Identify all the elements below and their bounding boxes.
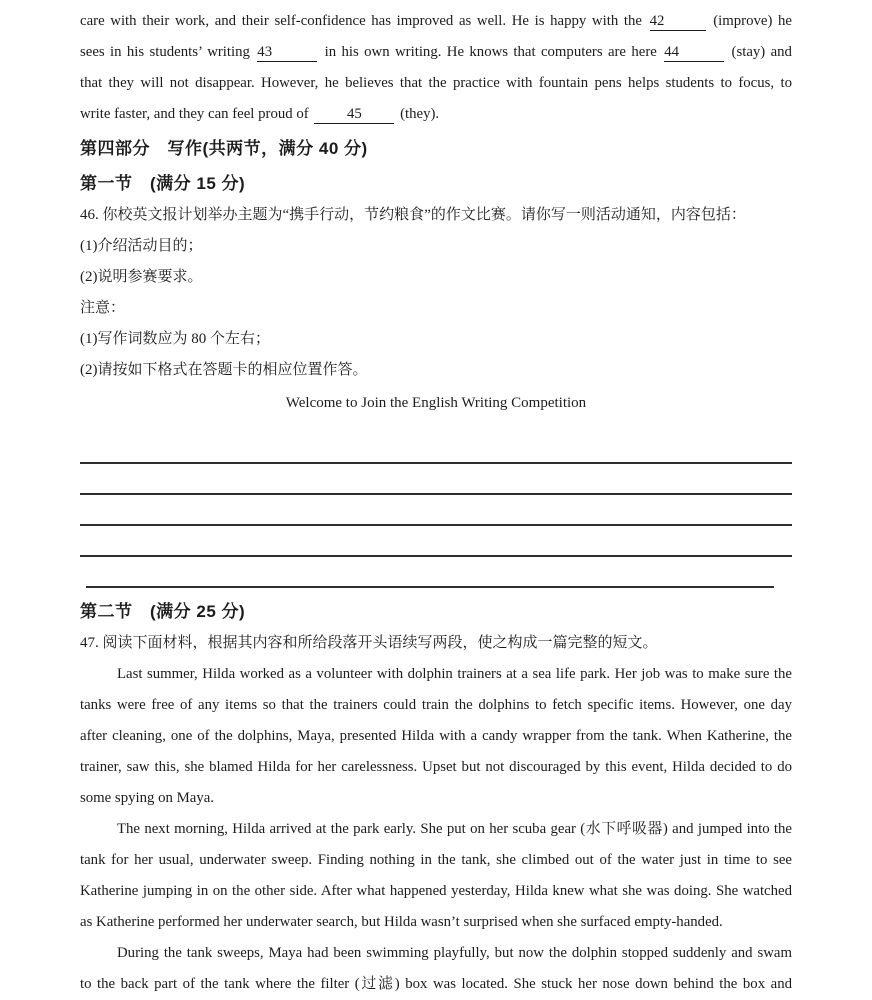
q46-note-label: 注意： — [80, 300, 126, 316]
story-line: some spying on Maya. — [80, 790, 214, 806]
cloze-text: sees in his students’ writing — [80, 44, 250, 60]
question-47: 47. 阅读下面材料，根据其内容和所给段落开头语续写两段，使之构成一篇完整的短文。 — [80, 635, 658, 651]
cloze-blank-44: 44 — [664, 44, 724, 62]
cloze-line — [80, 37, 792, 68]
part4-heading: 第四部分 写作(共两节，满分 40 分) — [80, 139, 368, 158]
story-line: as Katherine performed her underwater search, but Hilda wasn’t surprised when she surfaced empty-handed. — [80, 914, 723, 930]
writing-line-5 — [86, 557, 774, 588]
writing-line-4 — [80, 526, 792, 557]
cloze-blank-42: 42 — [650, 13, 706, 31]
cloze-text: write faster, and they can feel proud of — [80, 106, 309, 122]
cloze-text: (improve) he — [713, 13, 792, 29]
story-line: trainer, saw this, she blamed Hilda for her carelessness. Upset but not discouraged by this event, Hilda decided to do — [80, 759, 792, 775]
writing-line-3 — [80, 495, 792, 526]
story-line: Katherine jumping in on the other side. After what happened yesterday, Hilda knew what she was doing. She watched — [80, 883, 792, 899]
story-line: Last summer, Hilda worked as a volunteer with dolphin trainers at a sea life park. Her job was to make sure the — [117, 666, 792, 682]
section2-heading: 第二节 (满分 25 分) — [80, 602, 246, 621]
writing-line-2 — [80, 464, 792, 495]
cloze-text: (stay) and — [731, 44, 792, 60]
writing-line-1 — [80, 433, 792, 464]
cloze-blank-43: 43 — [257, 44, 317, 62]
cloze-text: care with their work, and their self-confidence has improved as well. He is happy with the — [80, 13, 642, 29]
story-line: The next morning, Hilda arrived at the park early. She put on her scuba gear (水下呼吸器) and jumped into the — [117, 821, 792, 837]
cloze-text: (they). — [400, 106, 440, 122]
q46-note-2: (2)请按如下格式在答题卡的相应位置作答。 — [80, 362, 368, 378]
story-line: to the back part of the tank where the filter (过滤) box was located. She stuck her nose down behind the box and — [80, 976, 792, 992]
cloze-blank-45: 45 — [314, 106, 394, 124]
q46-point-1: (1)介绍活动目的； — [80, 238, 203, 254]
story-line: During the tank sweeps, Maya had been swimming playfully, but now the dolphin stopped suddenly and swam — [117, 945, 792, 961]
cloze-text: in his own writing. He knows that computers are here — [324, 44, 657, 60]
story-line: tanks were free of any items so that the trainers could train the dolphins to fetch specific items. However, one day — [80, 697, 792, 713]
story-line: tank for her usual, underwater sweep. Finding nothing in the tank, she climbed out of the water just in time to see — [80, 852, 792, 868]
cloze-line — [80, 99, 792, 130]
cloze-line — [80, 6, 792, 37]
cloze-line: that they will not disappear. However, he believes that the practice with fountain pens helps students to focus, to — [80, 75, 792, 91]
essay-title: Welcome to Join the English Writing Competition — [285, 395, 587, 411]
q46-note-1: (1)写作词数应为 80 个左右； — [80, 331, 270, 347]
answer-lines — [80, 433, 792, 588]
q46-point-2: (2)说明参赛要求。 — [80, 269, 203, 285]
question-46: 46. 你校英文报计划举办主题为“携手行动，节约粮食”的作文比赛。请你写一则活动通知，内容包括： — [80, 207, 746, 223]
story-line: after cleaning, one of the dolphins, Maya, presented Hilda with a candy wrapper from the tank. When Katherine, the — [80, 728, 792, 744]
section1-heading: 第一节 (满分 15 分) — [80, 174, 246, 193]
